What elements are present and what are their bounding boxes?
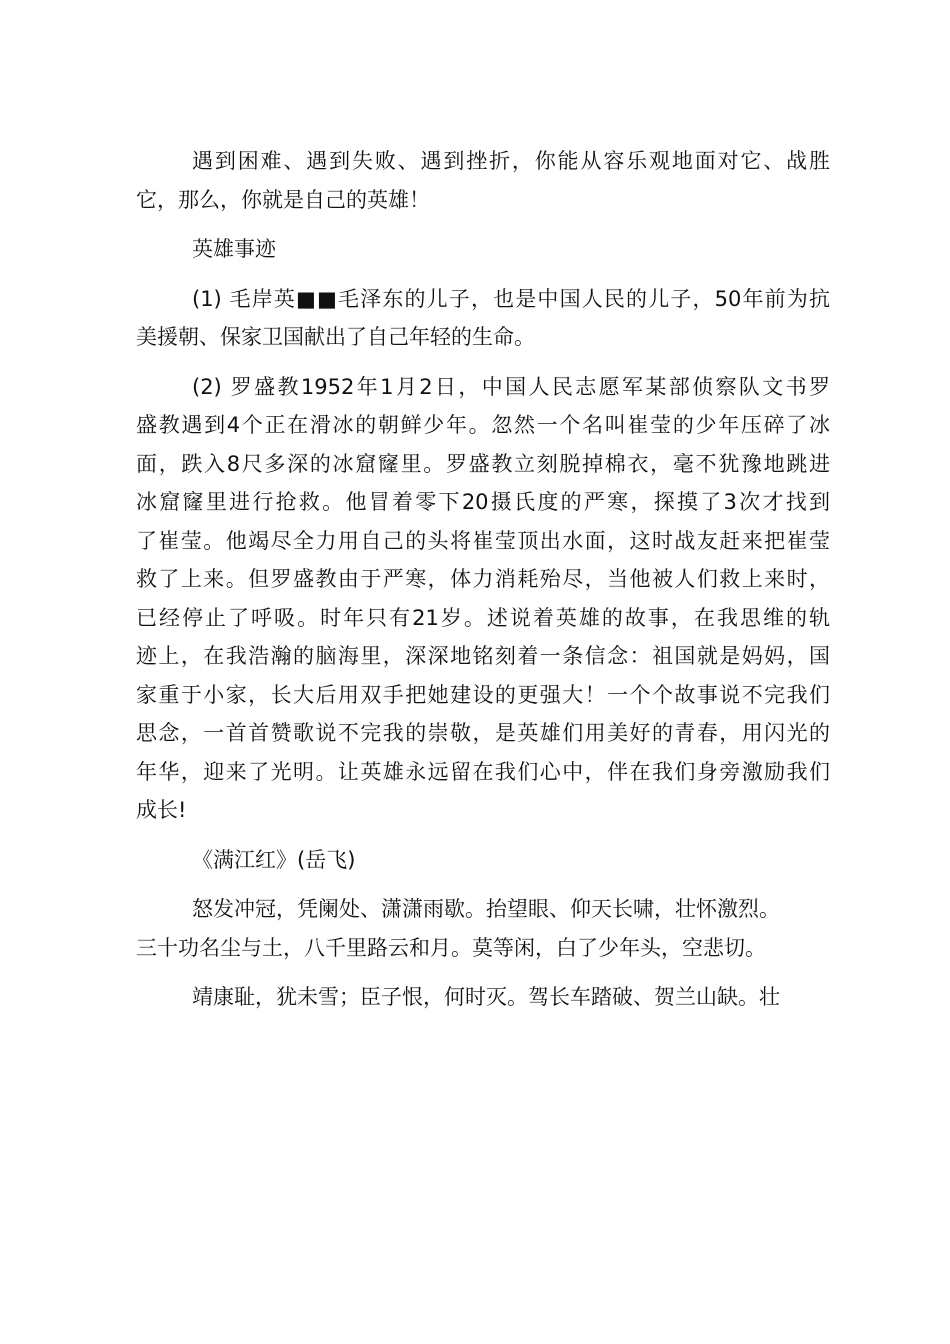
- text-line: 面，跌入8尺多深的冰窟窿里。罗盛教立刻脱掉棉衣，毫不犹豫地跳进: [136, 451, 830, 476]
- document-body: [136, 142, 830, 1017]
- text-line: 年华，迎来了光明。让英雄永远留在我们心中，伴在我们身旁激励我们: [136, 759, 830, 784]
- text-line: 家重于小家，长大后用双手把她建设的更强大！一个个故事说不完我们: [136, 682, 830, 707]
- section-heading: 英雄事迹: [192, 237, 276, 261]
- paragraph-poem-title: [136, 841, 830, 880]
- text-line: 它，那么，你就是自己的英雄！: [136, 187, 430, 212]
- text-line: 遇到困难、遇到失败、遇到挫折，你能从容乐观地面对它、战胜: [192, 149, 830, 173]
- text-line: 盛教遇到4个正在滑冰的朝鲜少年。忽然一个名叫崔莹的少年压碎了冰: [136, 413, 830, 437]
- text-line: 思念，一首首赞歌说不完我的崇敬，是英雄们用美好的青春，用闪光的: [136, 721, 830, 745]
- paragraph-hero-2: [136, 368, 830, 830]
- poem-title: 《满江红》(岳飞): [192, 847, 356, 872]
- poem-line: 三十功名尘与土，八千里路云和月。莫等闲，白了少年头，空悲切。: [136, 935, 766, 960]
- paragraph-section-heading: [136, 230, 830, 269]
- text-line: (2) 罗盛教1952年1月2日，中国人民志愿军某部侦察队文书罗: [192, 374, 830, 399]
- text-line: 已经停止了呼吸。时年只有21岁。述说着英雄的故事，在我思维的轨: [136, 605, 830, 630]
- text-line: (1) 毛岸英■■毛泽东的儿子，也是中国人民的儿子，50年前为抗: [192, 286, 830, 311]
- text-line: 成长!: [136, 798, 187, 822]
- text-line: 救了上来。但罗盛教由于严寒，体力消耗殆尽，当他被人们救上来时，: [136, 567, 830, 591]
- text-line: 了崔莹。他竭尽全力用自己的头将崔莹顶出水面，这时战友赶来把崔莹: [136, 528, 830, 553]
- paragraph-intro: [136, 142, 830, 219]
- paragraph-poem-stanza-1: [136, 890, 830, 967]
- paragraph-poem-stanza-2: [136, 978, 830, 1017]
- poem-line: 怒发冲冠，凭阑处、潇潇雨歇。抬望眼、仰天长啸，壮怀激烈。: [192, 897, 780, 921]
- text-line: 冰窟窿里进行抢救。他冒着零下20摄氏度的严寒，探摸了3次才找到: [136, 490, 830, 514]
- text-line: 美援朝、保家卫国献出了自己年轻的生命。: [136, 325, 535, 349]
- poem-line: 靖康耻，犹未雪；臣子恨，何时灭。驾长车踏破、贺兰山缺。壮: [192, 985, 780, 1009]
- paragraph-hero-1: [136, 280, 830, 357]
- text-line: 迹上，在我浩瀚的脑海里，深深地铭刻着一条信念：祖国就是妈妈，国: [136, 644, 830, 668]
